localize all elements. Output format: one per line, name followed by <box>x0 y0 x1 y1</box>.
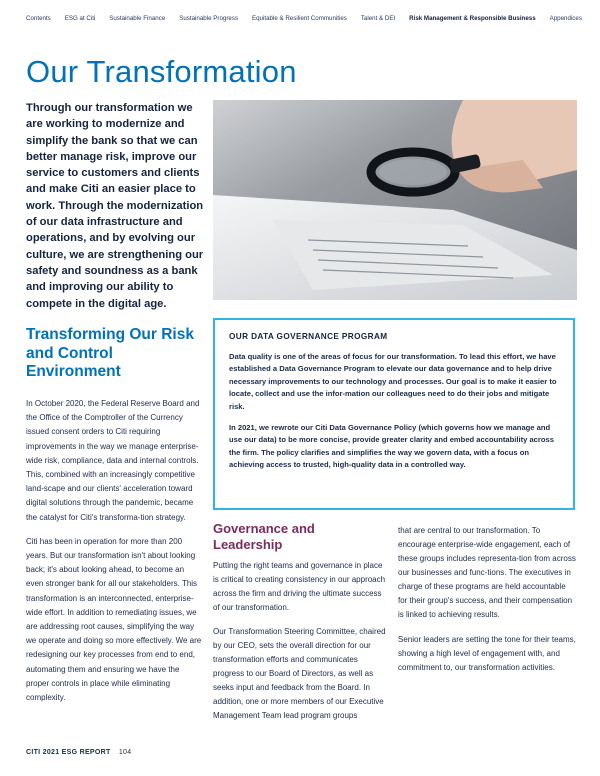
callout-paragraph: Data quality is one of the areas of focus for our transformation. To lead this effort, we have established a Data Governance Program to elevate our data governance and to help drive necessary improvements to our technology and processes. Our goal is to make it easier to locate, collect and use the infor-mation our colleagues need to do their jobs and mitigate risk. <box>229 352 557 411</box>
risk-control-body <box>26 397 202 715</box>
nav-item-appendices[interactable]: Appendices <box>549 15 582 22</box>
governance-paragraph: Senior leaders are setting the tone for their teams, showing a high level of engagement with, and commitment to, our transformation activities. <box>398 635 576 672</box>
nav-item-equitable-communities[interactable]: Equitable & Resilient Communities <box>251 15 347 22</box>
nav-item-sustainable-finance[interactable]: Sustainable Finance <box>109 15 166 22</box>
governance-paragraph: Our Transformation Steering Committee, chaired by our CEO, sets the overall direction for our transformation efforts and communicates progress to our Board of Directors, as well as seeks input and feedback from the Board. In addition, one or more members of our Executive Management Team lead program groups <box>213 627 386 720</box>
nav-item-sustainable-progress[interactable]: Sustainable Progress <box>179 15 239 22</box>
nav-item-risk-management[interactable]: Risk Management & Responsible Business <box>409 15 536 22</box>
magnifying-glass-illustration <box>213 100 577 300</box>
magnifying-glass-photo <box>213 100 577 300</box>
section-heading-risk-control: Transforming Our Risk and Control Environment <box>26 326 194 380</box>
nav-item-esg-at-citi[interactable]: ESG at Citi <box>64 15 96 22</box>
page-title: Our Transformation <box>26 54 297 89</box>
callout-paragraph: In 2021, we rewrote our Citi Data Governance Policy (which governs how we manage and use our data) to be more concise, provide greater clarity and embed accountability across the firm. The policy clarifies and simplifies the way we govern data, with a focus on achieving access to trusted, high-quality data in a controlled way. <box>229 423 554 470</box>
risk-paragraph: Citi has been in operation for more than 200 years. But our transformation isn't about looking back; it's about looking ahead, to become an even stronger bank for all our stakeholders. This transformation is an interconnected, enterprise-wide effort. In addition to remediating issues, we are addressing root causes, simplifying the way we operate and doing so more effectively. We are redesigning our key processes from end to end, automating them and ensuring we have the proper controls in place while eliminating complexity. <box>26 536 202 703</box>
nav-item-talent-dei[interactable]: Talent & DEI <box>360 15 396 22</box>
page-number: 104 <box>118 749 132 756</box>
governance-body-left <box>213 559 389 733</box>
data-governance-callout <box>213 318 575 510</box>
governance-paragraph: that are central to our transformation. To encourage enterprise-wide engagement, each of these groups includes representa-tion from across our businesses and func-tions. The executives in charge of these programs are held accountable for their group's success, and their compensation is linked to achieving results. <box>398 526 576 619</box>
report-name: CITI 2021 ESG REPORT <box>26 749 111 756</box>
section-heading-governance: Governance and Leadership <box>213 521 315 552</box>
page-footer <box>26 749 131 756</box>
governance-body-right <box>398 524 576 686</box>
top-navigation <box>26 15 582 22</box>
nav-item-contents[interactable]: Contents <box>26 15 51 22</box>
risk-paragraph: In October 2020, the Federal Reserve Board and the Office of the Comptroller of the Currency issued consent orders to Citi requiring improvements in the way we manage enterprise-wide risk, compliance, data and internal controls. This, combined with an increasingly competitive land-scape and our clients' acceleration toward digital solutions through the pandemic, became the catalyst for Citi's transforma-tion strategy. <box>26 399 200 522</box>
callout-title: OUR DATA GOVERNANCE PROGRAM <box>229 332 388 341</box>
governance-paragraph: Putting the right teams and governance in place is critical to creating consistency in our approach across the firm and driving the ultimate success of our transformation. <box>213 561 386 612</box>
intro-paragraph: Through our transformation we are working to modernize and simplify the bank so that we can better manage risk, improve our service to customers and clients and make Citi an easier place to work. Through the modernization of our data infrastructure and operations, and by evolving our culture, we are strengthening our safety and soundness as a bank and improving our ability to compete in the digital age. <box>26 102 204 310</box>
